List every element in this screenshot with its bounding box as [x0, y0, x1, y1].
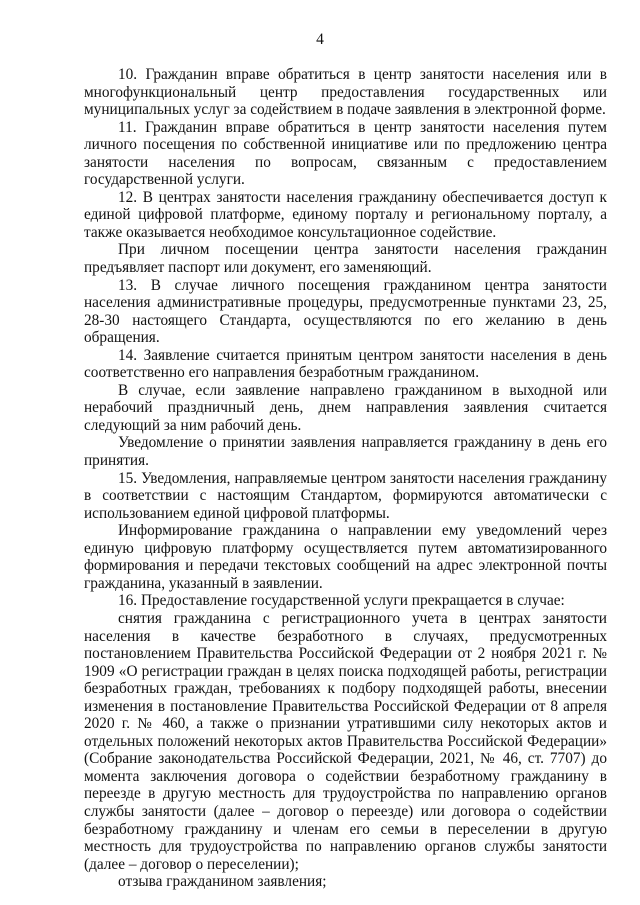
- paragraph-10: 10. Гражданин вправе обратиться в центр занятости населения или в многофункциональный центр предоставления государственных или муниципальных услуг за содействием в подаче заявления в электронной форме.: [84, 66, 607, 119]
- paragraph-13: 13. В случае личного посещения гражданином центра занятости населения административные процедуры, предусмотренные пунктами 23, 25, 28-30 настоящего Стандарта, осуществляются по его желанию в день обращения.: [84, 276, 607, 347]
- document-body: [84, 66, 607, 891]
- paragraph-16: 16. Предоставление государственной услуги прекращается в случае:: [118, 592, 565, 610]
- paragraph-15-informing: Информирование гражданина о направлении ему уведомлений через единую цифровую платформу осуществляется путем автоматизированного формирования и передачи текстовых сообщений на адрес электронной почты гражданина, указанный в заявлении.: [84, 522, 607, 592]
- page-number: 4: [316, 31, 324, 48]
- paragraph-12: 12. В центрах занятости населения гражданину обеспечивается доступ к единой цифровой платформе, единому порталу и региональному порталу, а также оказывается необходимое консультационное содействие.: [84, 188, 607, 241]
- paragraph-11: 11. Гражданин вправе обратиться в центр занятости населения путем личного посещения по собственной инициативе или по предложению центра занятости населения по вопросам, связанным с предоставлением государственной услуги.: [84, 118, 607, 189]
- paragraph-15: 15. Уведомления, направляемые центром занятости населения гражданину в соответствии с настоящим Стандартом, формируются автоматически с использованием единой цифровой платформы.: [84, 469, 607, 522]
- paragraph-16-deregistration: снятия гражданина с регистрационного учета в центрах занятости населения в качестве безработного в случаях, предусмотренных постановлением Правительства Российской Федерации от 2 ноября 2021 г. № 1909 «О регистрации граждан в целях поиска подходящей работы, регистрации безработных граждан, требованиях к подбору подходящей работы, внесении изменения в постановление Правительства Российской Федерации от 8 апреля 2020 г. № 460, а также о признании утратившими силу некоторых актов и отдельных положений некоторых актов Правительства Российской Федерации» (Собрание законодательства Российской Федерации, 2021, № 46, ст. 7707) до момента заключения договора о содействии безработному гражданину в переезде в другую местность для трудоустройства по направлению органов службы занятости (далее – договор о переезде) или договора о содействии безработному гражданину и членам его семьи в переселении в другую местность для трудоустройства по направлению органов службы занятости (далее – договор о переселении);: [84, 609, 607, 873]
- paragraph-14-weekend: В случае, если заявление направлено гражданином в выходной или нерабочий праздничный день, днем направления заявления считается следующий за ним рабочий день.: [84, 381, 607, 434]
- paragraph-16-withdrawal: отзыва гражданином заявления;: [118, 873, 327, 891]
- paragraph-14: 14. Заявление считается принятым центром занятости населения в день соответственно его направления безработным гражданином.: [84, 346, 607, 382]
- paragraph-12-passport: При личном посещении центра занятости населения гражданин предъявляет паспорт или документ, его заменяющий.: [84, 241, 607, 277]
- paragraph-14-notification: Уведомление о принятии заявления направляется гражданину в день его принятия.: [84, 434, 607, 470]
